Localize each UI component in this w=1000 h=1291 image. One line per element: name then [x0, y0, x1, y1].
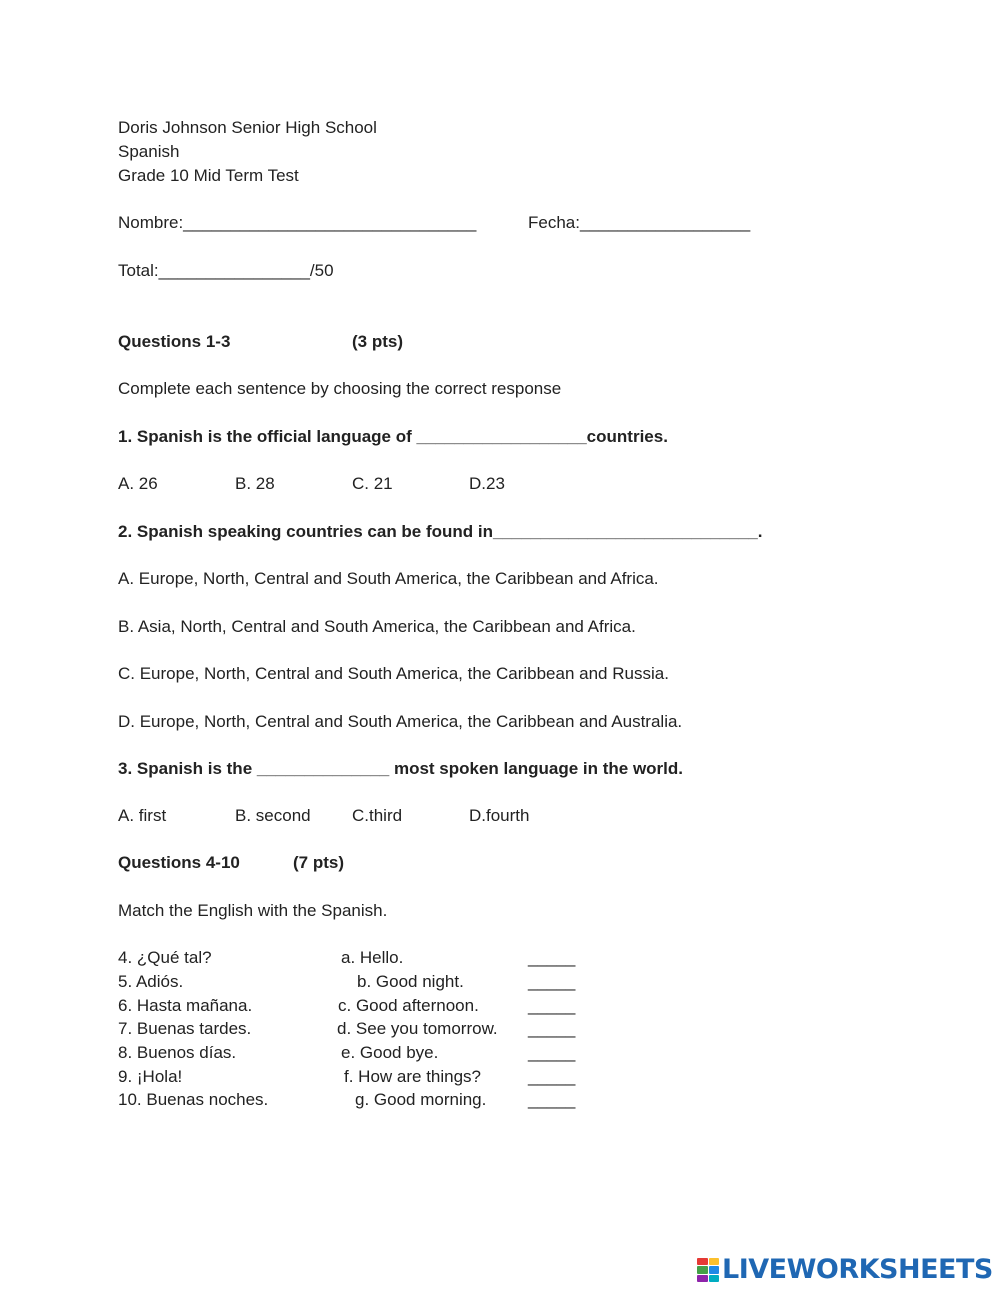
q3-option-b[interactable]: B. second — [235, 806, 311, 825]
match-blank-7[interactable]: _____ — [528, 1019, 576, 1038]
match-english-e: e. Good bye. — [341, 1043, 439, 1062]
section2-instructions: Match the English with the Spanish. — [118, 901, 388, 920]
q1-option-c[interactable]: C. 21 — [352, 474, 393, 493]
liveworksheets-logo — [697, 1255, 993, 1285]
match-blank-4[interactable]: _____ — [528, 948, 576, 967]
match-spanish-10: 10. Buenas noches. — [118, 1090, 269, 1109]
match-english-g: g. Good morning. — [355, 1090, 487, 1109]
name-field[interactable]: Nombre:_______________________________ — [118, 213, 477, 232]
match-english-c: c. Good afternoon. — [338, 996, 479, 1015]
q2-option-a[interactable]: A. Europe, North, Central and South America, the Caribbean and Africa. — [118, 569, 659, 588]
match-blank-5[interactable]: _____ — [528, 972, 576, 991]
school-name: Doris Johnson Senior High School — [118, 118, 377, 137]
section2-title: Questions 4-10 — [118, 853, 240, 872]
match-blank-8[interactable]: _____ — [528, 1043, 576, 1062]
test-title: Grade 10 Mid Term Test — [118, 166, 299, 185]
question-1: 1. Spanish is the official language of __________________countries. — [118, 427, 668, 446]
q3-option-a[interactable]: A. first — [118, 806, 167, 825]
question-2: 2. Spanish speaking countries can be found in____________________________. — [118, 522, 763, 541]
match-blank-9[interactable]: _____ — [528, 1067, 576, 1086]
section1-points: (3 pts) — [352, 332, 403, 351]
q1-option-b[interactable]: B. 28 — [235, 474, 275, 493]
subject-name: Spanish — [118, 142, 180, 161]
match-spanish-4: 4. ¿Qué tal? — [118, 948, 212, 967]
match-english-a: a. Hello. — [341, 948, 404, 967]
q1-option-a[interactable]: A. 26 — [118, 474, 158, 493]
date-field[interactable]: Fecha:__________________ — [528, 213, 751, 232]
match-spanish-7: 7. Buenas tardes. — [118, 1019, 252, 1038]
q2-option-d[interactable]: D. Europe, North, Central and South America, the Caribbean and Australia. — [118, 712, 683, 731]
match-spanish-5: 5. Adiós. — [118, 972, 184, 991]
q2-option-c[interactable]: C. Europe, North, Central and South America, the Caribbean and Russia. — [118, 664, 669, 683]
q2-option-b[interactable]: B. Asia, North, Central and South America, the Caribbean and Africa. — [118, 617, 636, 636]
match-english-f: f. How are things? — [344, 1067, 482, 1086]
section2-points: (7 pts) — [293, 853, 344, 872]
match-blank-10[interactable]: _____ — [528, 1090, 576, 1109]
total-field: Total:________________/50 — [118, 261, 334, 280]
match-english-b: b. Good night. — [357, 972, 464, 991]
liveworksheets-logo-text: LIVEWORKSHEETS — [722, 1254, 993, 1285]
match-spanish-9: 9. ¡Hola! — [118, 1067, 183, 1086]
q1-option-d[interactable]: D.23 — [469, 474, 505, 493]
section1-title: Questions 1-3 — [118, 332, 231, 351]
match-spanish-6: 6. Hasta mañana. — [118, 996, 253, 1015]
q3-option-d[interactable]: D.fourth — [469, 806, 530, 825]
question-3: 3. Spanish is the ______________ most spoken language in the world. — [118, 759, 683, 778]
match-english-d: d. See you tomorrow. — [337, 1019, 498, 1038]
match-spanish-8: 8. Buenos días. — [118, 1043, 237, 1062]
liveworksheets-logo-icon — [697, 1258, 719, 1282]
section1-instructions: Complete each sentence by choosing the correct response — [118, 379, 562, 398]
match-blank-6[interactable]: _____ — [528, 996, 576, 1015]
q3-option-c[interactable]: C.third — [352, 806, 403, 825]
